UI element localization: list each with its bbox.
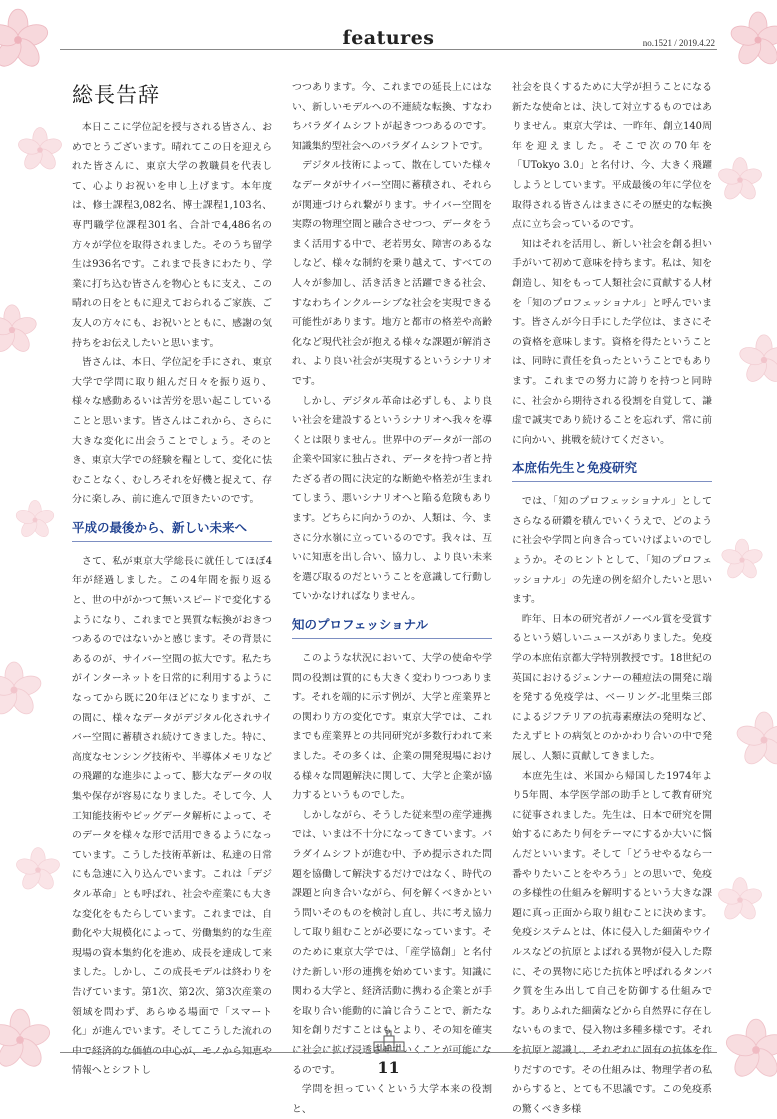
paragraph: 本庶先生は、米国から帰国した1974年より5年間、本学医学部の助手として教育研究に従事されました。先生は、日本で研究を開始するにあたり何をテーマにするか大いに悩んだといいます。そして「どうせやるなら一番やりたいことをやろう」との思いで、免疫の多様性の仕組みを解明するという大きな課題に真っ正面から取り組むことに決めます。免疫システムとは、体に侵入した細菌やウイルスなどの抗原とよばれる異物が侵入した際に、その異物に応じた抗体と呼ばれるタンパク質を生み出して自己を防御する仕組みです。ありふれた細菌などから自然界に存在しないものまで、侵入物は多種多様です。それを抗原と認識し、それぞれに固有の抗体を作りだすのです。その仕組みは、物理学者の私からすると、とても不思議です。この免疫系の驚くべき多様 [512, 770, 712, 1115]
paragraph: 知はそれを活用し、新しい社会を創る担い手がいて初めて意味を持ちます。私は、知を創造し、知をもって人類社会に貢献する人材を「知のプロフェッショナル」と呼んでいます。皆さんが今日手にした学位は、まさにその資格を意味します。資格を得たということは、同時に責任を負ったということでもあります。これまでの努力に誇りを持つと同時に、社会から期待される役割を自覚して、謙虚で誠実であり続けることを忘れず、常に前に向かい、挑戦を続けてください。 [512, 238, 712, 446]
paragraph: 本日ここに学位記を授与される皆さん、おめでとうございます。晴れてこの日を迎えられた皆さんに、東京大学の教職員を代表して、心よりお祝いを申し上げます。本年度は、修士課程3,082名、博士課程1,103名、専門職学位課程301名、合計で4,486名の方々が学位を取得されました。そのうち留学生は936名です。これまで長きにわたり、学業に打ち込む皆さんを物心ともに支え、この晴れの日をともに迎えておられるご家族、ご友人の方々にも、お祝いとともに、感謝の気持ちをお伝えしたいと思います。 [72, 122, 272, 349]
paragraph: しかしながら、そうした従来型の産学連携では、いまは不十分になってきています。パラダイムシフトが進む中、予め提示された問題を協働して解決するだけではなく、時代の課題と向き合いながら、何を解くべきかという問いそのものを検討し直し、共に考え協力して取り組むことが必要になっています。そのために東京大学では、「産学協創」と名付けた新しい形の連携を始めています。知識に関わる大学と、経済活動に携わる企業とが手を取り合い能動的に論じ合うことで、新たな知を創りだすことはもとより、その知を確実に社会に拡げ浸透させていくことが可能になるのです。 [292, 809, 492, 1076]
paragraph: では、「知のプロフェッショナル」としてさらなる研鑽を積んでいくうえで、どのように社会や学問と向き合っていけばよいのでしょうか。そのヒントとして、「知のプロフェッショナル」の先達の例を紹介したいと思います。 [512, 496, 712, 606]
footer-rule [60, 1052, 717, 1053]
article-column-1 [72, 78, 272, 1081]
subheading: 本庶佑先生と免疫研究 [512, 458, 712, 482]
paragraph-continued: つつあります。今、これまでの延長上にはない、新しいモデルへの不連続な転換、すなわちパラダイムシフトが起きつつあるのです。知識集約型社会へのパラダイムシフトです。 [292, 82, 492, 152]
paragraph: 学問を担っていくという大学本来の役割と、 [292, 1084, 492, 1115]
page-number: 11 [377, 1058, 400, 1077]
university-building-icon [372, 1030, 406, 1052]
paragraph: しかし、デジタル革命は必ずしも、より良い社会を建設するというシナリオへ我々を導くとは限りません。世界中のデータが一部の企業や国家に独占され、データを持つ者と持たざる者の間に決定的な断絶や格差が生まれてしまう、悪いシナリオへと陥る危険もあります。どちらに向かうのか、人類は、今、まさに分水嶺に立っているのです。我々は、互いに知恵を出し合い、協力し、より良い未来を選び取るのだということを意識して行動していかなければなりません。 [292, 395, 492, 603]
article-title: 総長告辞 [72, 83, 160, 107]
article-column-3 [512, 78, 712, 1119]
paragraph: さて、私が東京大学総長に就任してほぼ4年が経過しました。この4年間を振り返ると、世の中がかつて無いスピードで変化するようになり、これまでと異質な転換がおきつつあるのではないかと感じます。その背景にあるのが、サイバー空間の拡大です。私たちがインターネットを日常的に利用するようになってから既に20年ほどになりますが、この間に、様々なデータがデジタル化されサイバー空間に蓄積され続けてきました。特に、高度なセンシング技術や、半導体メモリなどの飛躍的な進歩によって、膨大なデータの収集や保存が容易になりました。そして今、人工知能技術やビッグデータ解析によって、そのデータを様々な形で活用できるようになっています。こうした技術革新は、私達の日常にも急速に入り込んでいます。これは「デジタル革命」とも呼ばれ、社会や産業にも大きな変化をもたらしています。これまでは、自動化や大規模化によって、労働集約的な生産現場の資本集約化を進め、成長を達成して来ました。しかし、この成長モデルは終わりを告げています。第1次、第2次、第3次産業の領域を問わず、あらゆる場面で「スマート化」が進んでいます。そしてこうした流れの中で経済的な価値の中心が、モノから知恵や情報へとシフトし [72, 555, 272, 1077]
issue-info: no.1521 / 2019.4.22 [642, 38, 715, 48]
paragraph: 皆さんは、本日、学位記を手にされ、東京大学で学問に取り組んだ日々を振り返り、様々な感動あるいは苦労を思い起こしていることと思います。皆さんはこれから、さらに大きな変化に出会うことでしょう。そのとき、東京大学での経験を糧として、変化に怯むことなく、むしろそれを好機と捉えて、存分に楽しみ、前に進んで頂きたいのです。 [72, 357, 272, 506]
paragraph: このような状況において、大学の使命や学問の役割は質的にも大きく変わりつつあります。それを端的に示す例が、大学と産業界との関わり方の変化です。東京大学では、これまでも産業界との共同研究が多数行われて来ました。その多くは、企業の開発現場における様々な問題解決に関して、大学と企業が協力するというものでした。 [292, 653, 492, 802]
subheading: 知のプロフェッショナル [292, 615, 492, 639]
paragraph: デジタル技術によって、散在していた様々なデータがサイバー空間に蓄積され、それらが関連づけられ繋がります。サイバー空間を実際の物理空間と融合させつつ、データをうまく活用する中で、老若男女、障害のあるなしなど、様々な制約を乗り越えて、すべての人々が参加し、活き活きと活躍できる社会、すなわちインクルーシブな社会を実現できる可能性があります。地方と都市の格差や高齢化など現代社会が抱える様々な課題が解消され、より良い社会が実現するというシナリオです。 [292, 160, 492, 387]
header-rule [60, 49, 717, 50]
section-title: features [342, 27, 435, 49]
article-column-2 [292, 78, 492, 1119]
paragraph: 昨年、日本の研究者がノーベル賞を受賞するという嬉しいニュースがありました。免疫学の本庶佑京都大学特別教授です。18世紀の英国におけるジェンナーの種痘法の開発に端を発する免疫学は、ベーリング-北里柴三郎によるジフテリアの抗毒素療法の発明など、たえずヒトの病気とのかかわり合いの中で発展し、人類に貢献してきました。 [512, 613, 712, 762]
paragraph-continued: 社会を良くするために大学が担うことになる新たな使命とは、決して対立するものではありません。東京大学は、一昨年、創立140周年を迎えました。そこで次の70年を「UTokyo 3.0」と名付け、今、大きく飛躍しようとしています。平成最後の年に学位を取得される皆さんはまさにその歴史的な転換点に立ち会っているのです。 [512, 82, 712, 231]
subheading: 平成の最後から、新しい未来へ [72, 518, 272, 542]
